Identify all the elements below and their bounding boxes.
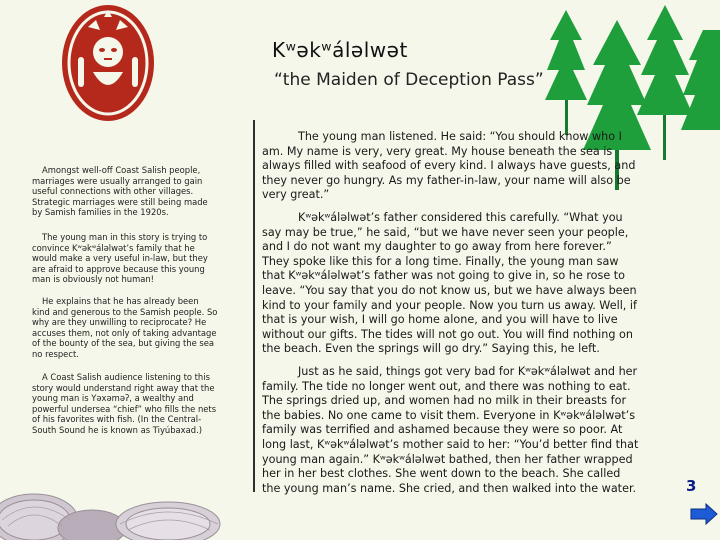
page-number: 3 — [686, 477, 697, 495]
story-paragraph-2: Kʷəkʷáləlwət’s father considered this carefully. “What you say may be true,” he said, “but we have never seen your people, and I do not want my daughter to go away from here forever.” They spoke like this for a long time. Finally, the young man saw that Kʷəkʷáləlwət’s father was not going to give in, so he rose to leave. “You say that you do not know us, but we have always been kind to your family and your people. Now you turn us away. Well, if that is your wish, I will go home alone, and you will have to live without our gifts. The tides will not go out. You will find nothing on the beach. Even the springs will go dry.” Saying this, he left. — [262, 211, 637, 356]
story-title: Kʷəkʷáləlwət — [272, 38, 408, 62]
sidebar-note — [32, 296, 218, 360]
story-paragraph — [262, 365, 640, 496]
clam-shells-icon — [0, 388, 260, 540]
story-paragraph — [262, 211, 640, 357]
next-arrow-icon[interactable] — [690, 503, 718, 525]
sidebar-note-1: Amongst well-off Coast Salish people, marriages were usually arranged to gain useful connections with other villages. Strategic marriages were still being made by Samish families in the 1920s. — [32, 165, 208, 218]
sidebar-note — [32, 232, 218, 285]
sidebar-note-2: The young man in this story is trying to convince Kʷəkʷáləlwət’s family that he would make a very useful in-law, but they are afraid to approve because this young man is obviously not human! — [32, 232, 208, 285]
story-subtitle: “the Maiden of Deception Pass” — [274, 70, 544, 90]
carved-face-logo-icon — [58, 2, 158, 124]
sidebar-note-4: A Coast Salish audience listening to this story would understand right away that the young man is Yəxəməʔ, a wealthy and powerful undersea “chief” who fills the nets of his favorites with fish. (In the Central-South Sound he is known as Tiyúbaxad.) — [32, 372, 217, 435]
story-paragraph-3: Just as he said, things got very bad for Kʷəkʷáləlwət and her family. The tide no longer went out, and there was nothing to eat. The springs dried up, and women had no milk in their breasts for the babies. No one came to visit them. Everyone in Kʷəkʷáləlwət’s family was terrified and ashamed because they were so poor. At long last, Kʷəkʷáləlwət’s mother said to her: “You’d better find that young man again.” Kʷəkʷáləlwət bathed, then her father wrapped her in her best clothes. She went down to the beach. She called the young man’s name. She cried, and then walked into the water. — [262, 365, 639, 495]
story-paragraph-1: The young man listened. He said: “You should know who I am. My name is very, very great. My house beneath the sea is always filled with seafood of every kind. I always have guests, and they never go hungry. As my father-in-law, your name will also be very great.” — [262, 130, 636, 202]
sidebar-note-3: He explains that he has already been kind and generous to the Samish people. So why are they unwilling to reciprocate? He accuses them, not only of taking advantage of the bounty of the sea, but giving the sea no respect. — [32, 296, 218, 359]
story-paragraph — [262, 130, 640, 203]
sidebar-note — [32, 165, 218, 218]
